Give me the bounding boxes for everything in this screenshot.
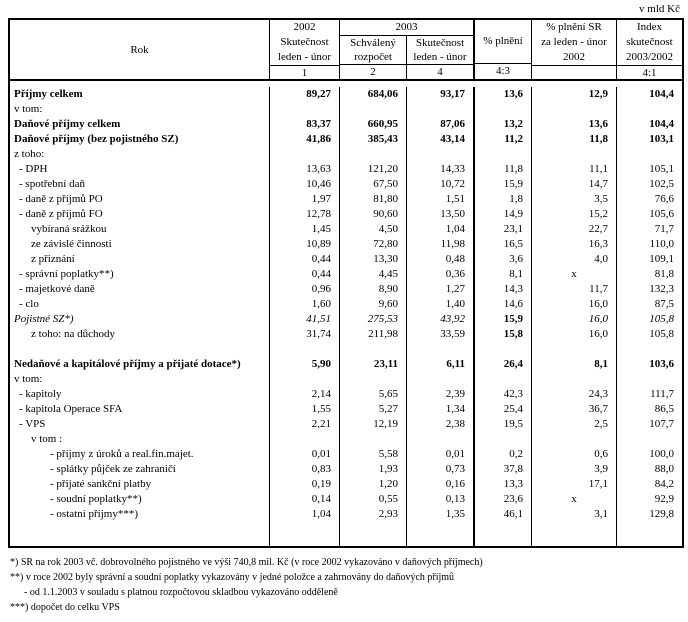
row-value: 17,1 [532, 477, 617, 492]
header-col-number: 2 [340, 65, 407, 80]
row-value [340, 432, 407, 447]
row-value: 12,9 [532, 87, 617, 102]
header-col-number: 4:3 [475, 63, 531, 79]
header-line: % plnění [483, 35, 523, 47]
row-value [617, 342, 682, 357]
row-value [270, 342, 340, 357]
table-row [10, 102, 682, 117]
row-value: 0,14 [270, 492, 340, 507]
header-col-plneni [475, 20, 532, 79]
header-col-2002 [270, 20, 340, 79]
table-row [10, 237, 682, 252]
row-value [532, 432, 617, 447]
row-value: 1,93 [340, 462, 407, 477]
budget-table [8, 18, 684, 548]
row-label: ze závislé činnosti [10, 237, 270, 252]
row-value: 11,8 [475, 162, 532, 177]
row-value: 19,5 [475, 417, 532, 432]
footnote: *) SR na rok 2003 vč. dobrovolného pojistného ve výši 740,8 mil. Kč (v roce 2002 vykazováno v daňových příjmech) [10, 557, 483, 568]
row-value: 14,33 [407, 162, 475, 177]
row-label: - přijaté sankční platby [10, 477, 270, 492]
row-label: Nedaňové a kapitálové příjmy a přijaté dotace*) [10, 357, 270, 372]
row-value [407, 372, 475, 387]
row-value: 86,5 [654, 403, 674, 415]
row-value: 1,8 [475, 192, 532, 207]
row-label: - ostatní příjmy***) [10, 507, 270, 522]
row-value: 43,92 [407, 312, 475, 327]
row-value: 1,04 [407, 222, 475, 237]
row-value: 1,35 [407, 507, 475, 522]
row-value: 105,1 [649, 163, 674, 175]
header-col-number [532, 65, 616, 79]
header-2003-title: 2003 [340, 20, 473, 36]
row-value [270, 147, 340, 162]
row-value: 16,3 [532, 237, 617, 252]
row-value: 211,98 [340, 327, 407, 342]
row-value: 13,63 [270, 162, 340, 177]
row-value [475, 537, 532, 546]
row-value: 14,7 [532, 177, 617, 192]
row-value [617, 432, 682, 447]
row-value: 37,8 [475, 462, 532, 477]
footnote: ***) dopočet do celku VPS [10, 602, 120, 613]
row-value: 0,01 [407, 447, 475, 462]
row-value: 5,65 [340, 387, 407, 402]
row-value: x [532, 267, 617, 282]
row-value [475, 147, 532, 162]
table-row [10, 357, 682, 372]
table-header [10, 20, 682, 81]
row-label: Příjmy celkem [10, 87, 270, 102]
row-value [407, 522, 475, 537]
row-value: 13,6 [475, 87, 532, 102]
row-label: - příjmy z úroků a real.fin.majet. [10, 447, 270, 462]
header-line: leden - únor [277, 51, 332, 63]
row-value: 104,4 [649, 118, 674, 130]
row-value: 87,5 [654, 298, 674, 310]
row-value: 15,9 [475, 177, 532, 192]
row-value: 129,8 [649, 508, 674, 520]
row-value: 275,53 [340, 312, 407, 327]
row-label: - DPH [10, 162, 270, 177]
row-label: Daňové příjmy celkem [10, 117, 270, 132]
row-value: 72,80 [340, 237, 407, 252]
row-value: 41,86 [270, 132, 340, 147]
row-label: - kapitola Operace SFA [10, 402, 270, 417]
row-value: 5,58 [340, 447, 407, 462]
row-value [407, 342, 475, 357]
row-value: 0,73 [407, 462, 475, 477]
header-2003-numbers [340, 64, 473, 80]
row-label: - soudní poplatky**) [10, 492, 270, 507]
row-label: - clo [10, 297, 270, 312]
row-value: 132,3 [649, 283, 674, 295]
table-row [10, 387, 682, 402]
row-value: 26,4 [475, 357, 532, 372]
row-label: - spotřební daň [10, 177, 270, 192]
header-col-number: 1 [270, 65, 339, 81]
table-row [10, 87, 682, 102]
row-value: 10,89 [270, 237, 340, 252]
row-value [617, 102, 682, 117]
row-value: 2,21 [270, 417, 340, 432]
row-value: 89,27 [270, 87, 340, 102]
header-line: Skutečnost [280, 36, 329, 48]
header-line: 2003/2002 [625, 51, 674, 63]
row-value [407, 147, 475, 162]
header-line: skutečnost [626, 36, 673, 48]
row-value [475, 372, 532, 387]
row-value: 23,1 [475, 222, 532, 237]
row-value: 22,7 [532, 222, 617, 237]
row-value [270, 522, 340, 537]
row-value: 0,36 [407, 267, 475, 282]
row-value [532, 342, 617, 357]
row-value [532, 372, 617, 387]
row-value: 15,2 [532, 207, 617, 222]
row-value: 24,3 [532, 387, 617, 402]
row-value: 31,74 [270, 327, 340, 342]
row-label: - daně z příjmů PO [10, 192, 270, 207]
table-row [10, 507, 682, 522]
row-value: 100,0 [649, 448, 674, 460]
row-value [340, 342, 407, 357]
row-value [475, 522, 532, 537]
row-value: 0,96 [270, 282, 340, 297]
row-value: 90,60 [340, 207, 407, 222]
row-value: 0,44 [270, 267, 340, 282]
row-value: 36,7 [532, 402, 617, 417]
row-value: 0,2 [475, 447, 532, 462]
row-value: 4,50 [340, 222, 407, 237]
row-value [475, 102, 532, 117]
row-value: 13,50 [407, 207, 475, 222]
row-value: 2,14 [270, 387, 340, 402]
header-rok [10, 20, 270, 79]
row-label: - majetkové daně [10, 282, 270, 297]
row-value [617, 522, 682, 537]
table-row-filler [10, 537, 682, 546]
header-line: 2002 [293, 21, 316, 33]
header-line: za leden - únor [541, 36, 607, 48]
row-value: 9,60 [340, 297, 407, 312]
row-value [270, 432, 340, 447]
row-label [10, 342, 270, 357]
row-value: 1,45 [270, 222, 340, 237]
row-value: 14,9 [475, 207, 532, 222]
row-value: 0,55 [340, 492, 407, 507]
header-group-2003 [340, 20, 475, 79]
header-col-2002-text [270, 20, 339, 65]
row-value: 0,19 [270, 477, 340, 492]
row-value: 8,90 [340, 282, 407, 297]
row-value: 0,01 [270, 447, 340, 462]
row-value: 23,6 [475, 492, 532, 507]
row-value: 16,5 [475, 237, 532, 252]
row-value [340, 102, 407, 117]
table-row [10, 207, 682, 222]
row-label [10, 522, 270, 537]
row-value: 14,6 [475, 297, 532, 312]
row-value [617, 147, 682, 162]
unit-label: v mld Kč [639, 3, 680, 15]
row-value: 3,9 [532, 462, 617, 477]
row-label: - daně z příjmů FO [10, 207, 270, 222]
row-value [407, 102, 475, 117]
header-col-plneni-sr-text [532, 20, 616, 65]
row-label: v tom: [10, 102, 270, 117]
row-label: z toho: [10, 147, 270, 162]
table-row [10, 147, 682, 162]
table-row [10, 297, 682, 312]
row-value: 1,27 [407, 282, 475, 297]
table-row [10, 432, 682, 447]
row-label: - kapitoly [10, 387, 270, 402]
row-value: 684,06 [340, 87, 407, 102]
row-value: 102,5 [649, 178, 674, 190]
row-value: 81,8 [654, 268, 674, 280]
row-value: 110,0 [649, 238, 674, 250]
table-row [10, 327, 682, 342]
row-value: 2,38 [407, 417, 475, 432]
row-value: 14,3 [475, 282, 532, 297]
row-value: 87,06 [407, 117, 475, 132]
header-col-plneni-sr [532, 20, 617, 79]
row-value: 2,39 [407, 387, 475, 402]
table-row [10, 417, 682, 432]
row-value [340, 372, 407, 387]
row-value: 0,44 [270, 252, 340, 267]
header-col-plneni-text [475, 20, 531, 63]
row-value: 42,3 [475, 387, 532, 402]
row-value: 10,46 [270, 177, 340, 192]
row-value: 103,6 [649, 358, 674, 370]
row-value: 111,7 [650, 388, 674, 400]
table-row [10, 492, 682, 507]
row-value [407, 432, 475, 447]
row-value: x [532, 492, 617, 507]
row-value: 11,8 [532, 132, 617, 147]
row-value: 8,1 [532, 357, 617, 372]
table-row [10, 117, 682, 132]
row-value: 0,16 [407, 477, 475, 492]
row-value: 33,59 [407, 327, 475, 342]
table-row [10, 447, 682, 462]
row-value: 10,72 [407, 177, 475, 192]
row-value [270, 372, 340, 387]
row-value: 1,04 [270, 507, 340, 522]
row-value: 11,7 [532, 282, 617, 297]
table-row [10, 402, 682, 417]
header-line: % plnění SR [546, 21, 602, 33]
footnote: - od 1.1.2003 v souladu s platnou rozpočtovou skladbou vykazováno odděleně [24, 587, 338, 598]
row-value: 0,83 [270, 462, 340, 477]
row-value: 25,4 [475, 402, 532, 417]
table-body [10, 81, 682, 546]
row-value: 107,7 [649, 418, 674, 430]
row-value: 13,30 [340, 252, 407, 267]
row-value: 15,9 [475, 312, 532, 327]
row-value: 2,93 [340, 507, 407, 522]
header-col-skutecnost-2003 [407, 36, 473, 64]
row-value [475, 342, 532, 357]
row-label: - splátky půjček ze zahraničí [10, 462, 270, 477]
row-value: 105,8 [649, 313, 674, 325]
table-row [10, 312, 682, 327]
row-value: 16,0 [532, 312, 617, 327]
header-line: rozpočet [354, 51, 392, 63]
table-row [10, 267, 682, 282]
row-value: 12,78 [270, 207, 340, 222]
row-value: 12,19 [340, 417, 407, 432]
row-value: 105,8 [649, 328, 674, 340]
row-value: 104,4 [649, 88, 674, 100]
row-value: 16,0 [532, 297, 617, 312]
row-value: 1,20 [340, 477, 407, 492]
row-value: 11,2 [475, 132, 532, 147]
row-value: 1,51 [407, 192, 475, 207]
row-label: vybíraná srážkou [10, 222, 270, 237]
row-value: 1,55 [270, 402, 340, 417]
table-row [10, 162, 682, 177]
header-line: Index [636, 21, 663, 33]
row-value [340, 522, 407, 537]
row-value: 5,27 [340, 402, 407, 417]
row-value: 16,0 [532, 327, 617, 342]
row-value: 43,14 [407, 132, 475, 147]
row-value: 385,43 [340, 132, 407, 147]
row-value: 23,11 [340, 357, 407, 372]
header-col-number: 4:1 [617, 65, 682, 81]
row-label: Pojistné SZ*) [10, 312, 270, 327]
row-value: 4,0 [532, 252, 617, 267]
row-value: 67,50 [340, 177, 407, 192]
row-value [407, 537, 475, 546]
row-value: 92,9 [654, 493, 674, 505]
table-row [10, 132, 682, 147]
row-value: 1,40 [407, 297, 475, 312]
row-value: 8,1 [475, 267, 532, 282]
row-value [617, 372, 682, 387]
header-col-index-text [617, 20, 682, 65]
row-value: 6,11 [407, 357, 475, 372]
row-value [270, 102, 340, 117]
row-value: 76,6 [654, 193, 674, 205]
row-value: 15,8 [475, 327, 532, 342]
table-row [10, 462, 682, 477]
header-col-schvaleny [340, 36, 407, 64]
footnotes [10, 556, 483, 616]
row-value [10, 537, 270, 546]
row-label: v tom: [10, 372, 270, 387]
header-rok-label: Rok [130, 43, 149, 56]
row-value: 0,48 [407, 252, 475, 267]
row-label: - správní poplatky**) [10, 267, 270, 282]
row-value: 93,17 [407, 87, 475, 102]
row-value: 11,1 [532, 162, 617, 177]
row-value: 121,20 [340, 162, 407, 177]
row-value: 103,1 [649, 133, 674, 145]
table-row [10, 177, 682, 192]
row-value [475, 432, 532, 447]
row-value [340, 147, 407, 162]
row-value: 109,1 [649, 253, 674, 265]
header-col-number: 4 [437, 66, 443, 78]
table-row [10, 252, 682, 267]
row-value: 13,6 [532, 117, 617, 132]
table-row [10, 477, 682, 492]
row-value: 41,51 [270, 312, 340, 327]
row-value [532, 522, 617, 537]
table-row [10, 222, 682, 237]
row-value: 1,97 [270, 192, 340, 207]
row-value: 3,5 [532, 192, 617, 207]
row-value: 88,0 [654, 463, 674, 475]
row-value: 5,90 [270, 357, 340, 372]
row-label: - VPS [10, 417, 270, 432]
table-row [10, 282, 682, 297]
row-value: 81,80 [340, 192, 407, 207]
row-value [532, 147, 617, 162]
row-label: v tom : [10, 432, 270, 447]
header-line: leden - únor [413, 51, 467, 63]
row-label: z přiznání [10, 252, 270, 267]
header-col-index [617, 20, 682, 79]
row-value: 83,37 [270, 117, 340, 132]
row-value: 1,34 [407, 402, 475, 417]
row-value: 71,7 [654, 223, 674, 235]
row-value: 11,98 [407, 237, 475, 252]
row-value [270, 537, 340, 546]
row-value: 660,95 [340, 117, 407, 132]
header-line: Schválený [350, 37, 396, 49]
row-value: 3,1 [532, 507, 617, 522]
row-value: 0,6 [532, 447, 617, 462]
row-value [532, 537, 617, 546]
row-value [617, 537, 682, 546]
footnote: **) v roce 2002 byly správní a soudní poplatky vykazovány v jedné položce a zahrnovány do daňových příjmů [10, 572, 455, 583]
table-row [10, 522, 682, 537]
row-value [532, 102, 617, 117]
header-line: Skutečnost [415, 37, 465, 49]
row-value: 2,5 [532, 417, 617, 432]
row-value: 105,6 [649, 208, 674, 220]
row-label: Daňové příjmy (bez pojistného SZ) [10, 132, 270, 147]
row-value: 4,45 [340, 267, 407, 282]
header-2003-subheaders [340, 36, 473, 64]
row-label: z toho: na důchody [10, 327, 270, 342]
table-row [10, 342, 682, 357]
row-value: 13,3 [475, 477, 532, 492]
header-line: 2002 [563, 51, 585, 63]
row-value: 13,2 [475, 117, 532, 132]
row-value: 1,60 [270, 297, 340, 312]
table-row [10, 372, 682, 387]
table-row [10, 192, 682, 207]
row-value: 3,6 [475, 252, 532, 267]
row-value [340, 537, 407, 546]
row-value: 0,13 [407, 492, 475, 507]
row-value: 46,1 [475, 507, 532, 522]
row-value: 84,2 [654, 478, 674, 490]
